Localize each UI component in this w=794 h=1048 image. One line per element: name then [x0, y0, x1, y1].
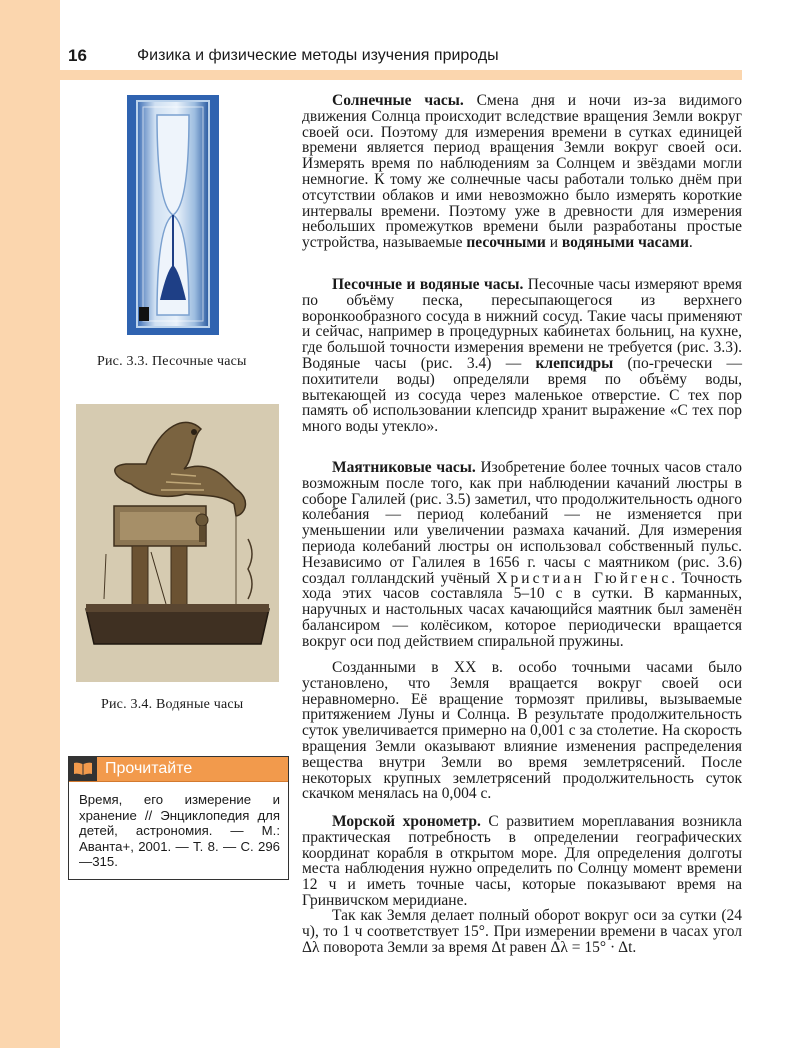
further-reading-title: Прочитайте — [105, 760, 193, 777]
term-clepsydra: клепсидры — [535, 354, 614, 372]
header-rule — [60, 70, 742, 80]
sand-water-heading: Песочные и водяные часы. — [332, 276, 524, 293]
section-pendulum — [302, 460, 742, 650]
huygens-name: Христиан Гюйгенс — [496, 569, 672, 587]
pendulum-text-end: . Точность хода этих часов составляла 5–10 с в сутки. В карманных, наручных и настольных часах качающийся маятник был заменён балансиром — колёсиком, которое периодически вращается вокруг оси под действием спиральной пружины. — [302, 569, 742, 650]
running-head: Физика и физические методы изучения природы — [137, 47, 499, 64]
page-number: 16 — [68, 46, 87, 65]
book-icon — [69, 757, 97, 781]
chronometer-text: С развитием мореплавания возникла практическая потребность в определении географических координат корабля в открытом море. Для определения долготы места наблюдения нужно определить по Солнцу момент времени 12 ч и иметь точные часы, которые показывают время на Гринвичском меридиане. — [302, 813, 742, 909]
pendulum-text: Изобретение более точных часов стало возможным после того, как при наблюдении качаний люстры в соборе Галилей (рис. 3.5) заметил, что продолжительность одного колебания — период колебаний — не изменяется при уменьшении или увеличении размаха качаний. Для измерения периода колебаний люстры он использовал собственный пульс. Независимо от Галилея в 1656 г. часы с маятником (рис. 3.6) создал голландский учёный — [302, 459, 742, 587]
sundial-text: Смена дня и ночи из-за видимого движения Солнца происходит вследствие вращения Земли вокруг своей оси. Поэтому для измерения времени в сутках единицей времени является период вращения Земли вокруг своей оси. Измерять время по наблюдениям за Солнцем и звёздами могли немногие. К тому же солнечные часы работали только днём при отсутствии облаков и ими невозможно было измерять короткие интервалы времени. Поэтому уже в древности для измерения небольших промежутков времени были разработаны простые устройства, называемые — [302, 92, 742, 252]
earth-rotation-paragraph: Созданными в XX в. особо точными часами было установлено, что Земля вращается вокруг своей оси неравномерно. Её вращение тормозят приливы, вызываемые притяжением Луны и Солнца. В результате продолжительность суток увеличивается примерно на 0,001 с за столетие. На скорость вращения Земли оказывают влияние изменения распределения вещества внутри Земли во время землетрясений. После некоторых крупных землетрясений продолжительность суток скачком менялась на 0,004 с. — [302, 659, 742, 803]
further-reading-box — [68, 756, 289, 880]
hourglass-figure — [127, 95, 219, 335]
pendulum-heading: Маятниковые часы. — [332, 459, 476, 476]
term-water-clocks: водяными часами — [561, 234, 689, 252]
section-pendulum-cont — [302, 660, 742, 802]
chronometer-heading: Морской хронометр. — [332, 813, 481, 830]
figure-caption-water-clock: Рис. 3.4. Водяные часы — [101, 697, 244, 712]
sundial-heading: Солнечные часы. — [332, 92, 464, 109]
sundial-paragraph — [302, 93, 742, 251]
section-chronometer — [302, 814, 742, 909]
chronometer-paragraph — [302, 814, 742, 909]
term-sand-clocks: песочными — [466, 234, 546, 252]
sundial-end: . — [688, 234, 693, 252]
water-clock-figure — [76, 404, 279, 682]
figure-caption-hourglass: Рис. 3.3. Песочные часы — [97, 354, 247, 369]
longitude-paragraph: Так как Земля делает полный оборот вокруг оси за сутки (24 ч), то 1 ч соответствует 15°. При измерении времени в часах угол Δλ поворота Земли за время Δt равен Δλ = 15° · Δt. — [302, 907, 742, 956]
pendulum-paragraph — [302, 460, 742, 650]
sand-water-text: Песочные часы измеряют время по объёму песка, пересыпающегося из верхнего воронкообразного сосуда в нижний сосуд. Такие часы применяют и сейчас, например в процедурных кабинетах больниц, на кухне, где большой точности измерения времени не требуется (рис. 3.3). Водяные часы (рис. 3.4) — — [302, 276, 743, 372]
page-margin-band — [0, 0, 60, 1048]
sundial-conj: и — [545, 234, 562, 252]
sand-water-text-end: (по-гречески — похитители воды) определяли время по объёму воды, вытекающей из сосуда через маленькое отверстие. С тех пор память об использовании клепсидр хранит выражение «С тех пор много воды утекло». — [302, 354, 742, 436]
section-chronometer-cont — [302, 908, 742, 955]
sand-water-paragraph — [302, 277, 742, 435]
further-reading-text: Время, его измерение и хранение // Энциклопедия для детей, астрономия. — М.: Аванта+, 2001. — Т. 8. — С. 296—315. — [79, 792, 280, 870]
section-sand-water — [302, 277, 742, 435]
further-reading-header — [69, 757, 288, 782]
section-sundial — [302, 93, 742, 251]
